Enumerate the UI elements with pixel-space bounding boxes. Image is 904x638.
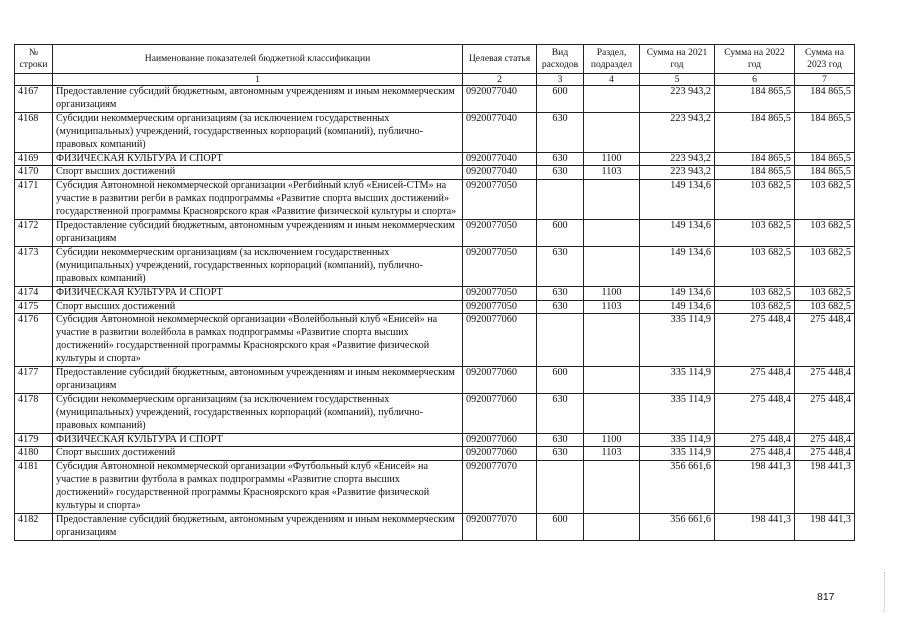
table-row [15, 393, 855, 433]
row-target-article: 0920077050 [463, 180, 537, 220]
row-name: Предоставление субсидий бюджетным, автономным учреждениям и иным некоммерческим организациям [53, 367, 463, 394]
table-row [15, 514, 855, 541]
row-section [584, 314, 640, 367]
row-sum-2021: 335 114,9 [640, 367, 715, 394]
row-name: Предоставление субсидий бюджетным, автономным учреждениям и иным некоммерческим организациям [53, 514, 463, 541]
row-expense-type [537, 314, 584, 367]
header-target: Целевая статья [463, 45, 537, 74]
row-target-article: 0920077070 [463, 514, 537, 541]
row-sum-2022: 184 865,5 [715, 112, 795, 152]
row-expense-type: 630 [537, 152, 584, 166]
row-sum-2023: 184 865,5 [795, 86, 855, 113]
row-section [584, 367, 640, 394]
page-number: 817 [817, 591, 835, 603]
column-index: 4 [584, 74, 640, 86]
row-sum-2021: 335 114,9 [640, 393, 715, 433]
row-sum-2023: 275 448,4 [795, 314, 855, 367]
row-target-article: 0920077040 [463, 166, 537, 180]
table-row [15, 112, 855, 152]
header-sum-2022: Сумма на 2022 год [715, 45, 795, 74]
row-expense-type: 630 [537, 300, 584, 314]
row-expense-type: 600 [537, 220, 584, 247]
row-target-article: 0920077060 [463, 314, 537, 367]
row-sum-2023: 184 865,5 [795, 152, 855, 166]
row-sum-2021: 149 134,6 [640, 300, 715, 314]
table-row [15, 447, 855, 461]
row-target-article: 0920077060 [463, 433, 537, 447]
row-sum-2023: 198 441,3 [795, 461, 855, 514]
row-number: 4167 [15, 86, 53, 113]
row-number: 4182 [15, 514, 53, 541]
budget-table [14, 44, 855, 541]
row-section [584, 514, 640, 541]
row-number: 4181 [15, 461, 53, 514]
table-row [15, 246, 855, 286]
row-sum-2023: 184 865,5 [795, 112, 855, 152]
row-section [584, 220, 640, 247]
table-row [15, 433, 855, 447]
row-target-article: 0920077040 [463, 152, 537, 166]
row-sum-2021: 149 134,6 [640, 246, 715, 286]
row-number: 4177 [15, 367, 53, 394]
row-section [584, 246, 640, 286]
row-section [584, 393, 640, 433]
row-section: 1103 [584, 447, 640, 461]
row-expense-type: 630 [537, 246, 584, 286]
row-section [584, 112, 640, 152]
table-row [15, 86, 855, 113]
row-target-article: 0920077050 [463, 286, 537, 300]
header-name: Наименование показателей бюджетной классификации [53, 45, 463, 74]
row-number: 4171 [15, 180, 53, 220]
row-target-article: 0920077060 [463, 393, 537, 433]
row-expense-type: 630 [537, 447, 584, 461]
row-sum-2022: 103 682,5 [715, 180, 795, 220]
row-section: 1100 [584, 433, 640, 447]
row-sum-2023: 103 682,5 [795, 246, 855, 286]
table-row [15, 286, 855, 300]
row-sum-2022: 184 865,5 [715, 86, 795, 113]
row-section: 1100 [584, 152, 640, 166]
row-sum-2021: 356 661,6 [640, 514, 715, 541]
row-sum-2021: 223 943,2 [640, 166, 715, 180]
row-section [584, 86, 640, 113]
row-sum-2021: 149 134,6 [640, 286, 715, 300]
row-number: 4176 [15, 314, 53, 367]
row-target-article: 0920077040 [463, 86, 537, 113]
row-expense-type: 600 [537, 367, 584, 394]
row-expense-type: 630 [537, 393, 584, 433]
header-razdel: Раздел, подраздел [584, 45, 640, 74]
row-sum-2022: 103 682,5 [715, 286, 795, 300]
row-number: 4173 [15, 246, 53, 286]
column-index: 1 [53, 74, 463, 86]
row-expense-type [537, 180, 584, 220]
table-body [15, 86, 855, 541]
row-section [584, 180, 640, 220]
row-section [584, 461, 640, 514]
header-sum-2023: Сумма на 2023 год [795, 45, 855, 74]
column-index-row [15, 74, 855, 86]
row-name: Субсидии некоммерческим организациям (за исключением государственных (муниципальных) учреждений, государственных корпораций (компаний), публично-правовых компаний) [53, 112, 463, 152]
header-sum-2021: Сумма на 2021 год [640, 45, 715, 74]
table-row [15, 152, 855, 166]
row-name: Субсидия Автономной некоммерческой организации «Футбольный клуб «Енисей» на участие в развитии футбола в рамках подпрограммы «Развитие спорта высших достижений» государственной программы Красноярского края «Развитие физической культуры и спорта» [53, 461, 463, 514]
row-sum-2023: 275 448,4 [795, 433, 855, 447]
row-expense-type: 630 [537, 286, 584, 300]
column-index: 6 [715, 74, 795, 86]
row-section: 1103 [584, 166, 640, 180]
column-index [15, 74, 53, 86]
row-target-article: 0920077070 [463, 461, 537, 514]
row-number: 4180 [15, 447, 53, 461]
header-vid: Вид расходов [537, 45, 584, 74]
table-row [15, 300, 855, 314]
table-row [15, 461, 855, 514]
row-number: 4179 [15, 433, 53, 447]
row-name: ФИЗИЧЕСКАЯ КУЛЬТУРА И СПОРТ [53, 433, 463, 447]
row-sum-2023: 103 682,5 [795, 300, 855, 314]
row-expense-type [537, 461, 584, 514]
row-target-article: 0920077050 [463, 220, 537, 247]
row-sum-2023: 198 441,3 [795, 514, 855, 541]
row-sum-2022: 103 682,5 [715, 220, 795, 247]
row-number: 4175 [15, 300, 53, 314]
row-sum-2022: 198 441,3 [715, 461, 795, 514]
row-name: Предоставление субсидий бюджетным, автономным учреждениям и иным некоммерческим организациям [53, 86, 463, 113]
row-name: Спорт высших достижений [53, 447, 463, 461]
row-name: Субсидия Автономной некоммерческой организации «Регбийный клуб «Енисей-СТМ» на участие в развитии регби в рамках подпрограммы «Развитие спорта высших достижений» государственной программы Красноярского края «Развитие физической культуры и спорта» [53, 180, 463, 220]
row-sum-2023: 275 448,4 [795, 393, 855, 433]
row-sum-2021: 149 134,6 [640, 180, 715, 220]
row-sum-2021: 223 943,2 [640, 112, 715, 152]
row-sum-2022: 275 448,4 [715, 393, 795, 433]
row-expense-type: 600 [537, 86, 584, 113]
table-row [15, 180, 855, 220]
row-target-article: 0920077050 [463, 246, 537, 286]
row-sum-2022: 275 448,4 [715, 433, 795, 447]
column-index: 7 [795, 74, 855, 86]
row-sum-2022: 198 441,3 [715, 514, 795, 541]
row-number: 4172 [15, 220, 53, 247]
row-sum-2022: 103 682,5 [715, 300, 795, 314]
row-sum-2022: 275 448,4 [715, 367, 795, 394]
row-number: 4174 [15, 286, 53, 300]
row-name: ФИЗИЧЕСКАЯ КУЛЬТУРА И СПОРТ [53, 152, 463, 166]
row-number: 4178 [15, 393, 53, 433]
row-sum-2021: 149 134,6 [640, 220, 715, 247]
row-sum-2023: 103 682,5 [795, 180, 855, 220]
row-target-article: 0920077060 [463, 447, 537, 461]
row-sum-2022: 184 865,5 [715, 166, 795, 180]
row-section: 1100 [584, 286, 640, 300]
row-number: 4170 [15, 166, 53, 180]
row-sum-2021: 335 114,9 [640, 433, 715, 447]
row-sum-2021: 335 114,9 [640, 314, 715, 367]
row-sum-2023: 275 448,4 [795, 447, 855, 461]
row-sum-2022: 275 448,4 [715, 314, 795, 367]
row-number: 4169 [15, 152, 53, 166]
column-index: 5 [640, 74, 715, 86]
table-row [15, 314, 855, 367]
row-target-article: 0920077060 [463, 367, 537, 394]
row-sum-2023: 103 682,5 [795, 220, 855, 247]
header-num: № строки [15, 45, 53, 74]
row-expense-type: 630 [537, 112, 584, 152]
row-target-article: 0920077050 [463, 300, 537, 314]
column-index: 3 [537, 74, 584, 86]
row-sum-2023: 275 448,4 [795, 367, 855, 394]
row-sum-2023: 103 682,5 [795, 286, 855, 300]
row-expense-type: 630 [537, 433, 584, 447]
table-row [15, 367, 855, 394]
row-number: 4168 [15, 112, 53, 152]
row-sum-2022: 275 448,4 [715, 447, 795, 461]
table-row [15, 220, 855, 247]
row-section: 1103 [584, 300, 640, 314]
row-sum-2021: 223 943,2 [640, 86, 715, 113]
row-expense-type: 600 [537, 514, 584, 541]
row-sum-2021: 356 661,6 [640, 461, 715, 514]
row-name: Предоставление субсидий бюджетным, автономным учреждениям и иным некоммерческим организациям [53, 220, 463, 247]
table-header [15, 45, 855, 86]
row-name: Спорт высших достижений [53, 166, 463, 180]
row-name: ФИЗИЧЕСКАЯ КУЛЬТУРА И СПОРТ [53, 286, 463, 300]
row-sum-2023: 184 865,5 [795, 166, 855, 180]
row-sum-2021: 335 114,9 [640, 447, 715, 461]
row-expense-type: 630 [537, 166, 584, 180]
row-name: Спорт высших достижений [53, 300, 463, 314]
row-sum-2021: 223 943,2 [640, 152, 715, 166]
scan-artifact [884, 572, 886, 612]
row-name: Субсидии некоммерческим организациям (за исключением государственных (муниципальных) учреждений, государственных корпораций (компаний), публично-правовых компаний) [53, 246, 463, 286]
column-index: 2 [463, 74, 537, 86]
table-row [15, 166, 855, 180]
row-sum-2022: 103 682,5 [715, 246, 795, 286]
row-sum-2022: 184 865,5 [715, 152, 795, 166]
row-name: Субсидия Автономной некоммерческой организации «Волейбольный клуб «Енисей» на участие в развитии волейбола в рамках подпрограммы «Развитие спорта высших достижений» государственной программы Красноярского края «Развитие физической культуры и спорта» [53, 314, 463, 367]
row-target-article: 0920077040 [463, 112, 537, 152]
row-name: Субсидии некоммерческим организациям (за исключением государственных (муниципальных) учреждений, государственных корпораций (компаний), публично-правовых компаний) [53, 393, 463, 433]
